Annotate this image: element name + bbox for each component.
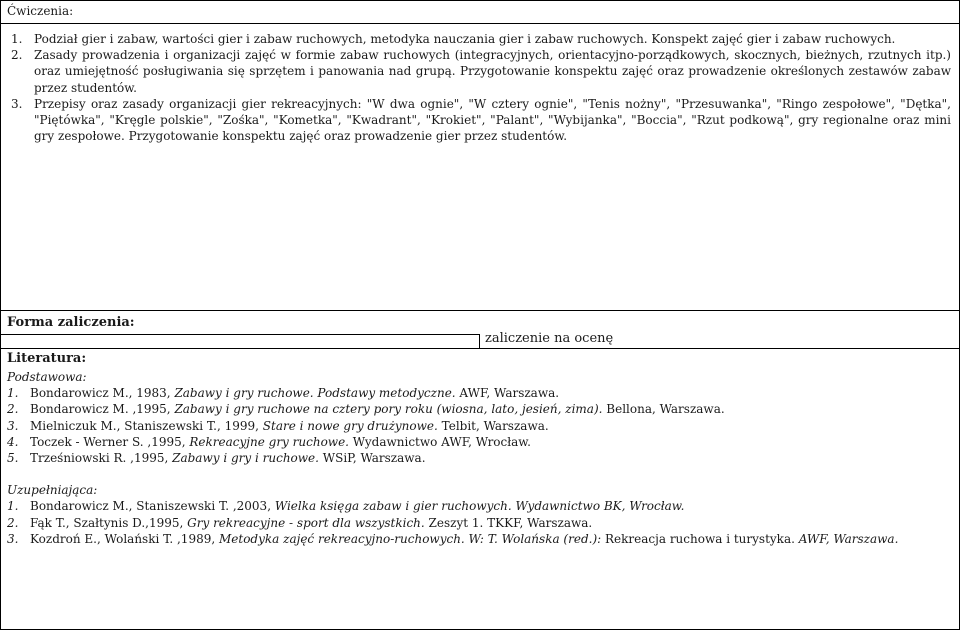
item-number: 2.	[7, 515, 19, 530]
exercise-number: 3.	[11, 96, 23, 111]
supplementary-label: Uzupełniająca:	[7, 483, 98, 498]
literature-title: Literatura:	[7, 351, 87, 366]
exercise-item	[11, 47, 951, 96]
bibliography-item	[7, 385, 947, 401]
item-author: Bondarowicz M., 1983,	[30, 386, 175, 400]
exercise-text: Zasady prowadzenia i organizacji zajęć w formie zabaw ruchowych (integracyjnych, orientacyjno-porządkowych, skocznych, bieżnych, rzutnych itp.) oraz umiejętność posługiwania się sprzętem i panowania nad grupą. Przygotowanie konspektu zajęć oraz prowadzenie określonych zestawów zabaw przez studentów.	[34, 48, 951, 95]
item-publisher: Bellona, Warszawa.	[602, 402, 725, 417]
item-publisher: Zeszyt 1. TKKF, Warszawa.	[424, 515, 593, 530]
divider	[1, 334, 479, 335]
item-author: Bondarowicz M. ,1995,	[30, 402, 175, 417]
item-title: Gry rekreacyjne - sport dla wszystkich.	[187, 515, 425, 530]
exercise-item	[11, 31, 951, 47]
item-title: Metodyka zajęć rekreacyjno-ruchowych. W: T. Wolańska (red.):	[218, 532, 602, 547]
exercise-text: Podział gier i zabaw, wartości gier i zabaw ruchowych, metodyka nauczania gier i zabaw ruchowych. Konspekt zajęć gier i zabaw ruchowych.	[34, 32, 896, 46]
assessment-label: Forma zaliczenia:	[7, 315, 135, 330]
spacer	[7, 466, 947, 482]
item-publisher: Wydawnictwo AWF, Wrocław.	[348, 434, 531, 449]
item-author: Kozdroń E., Wolański T. ,1989,	[30, 532, 219, 547]
item-author: Mielniczuk M., Staniszewski T., 1999,	[30, 418, 263, 433]
exercises-title: Ćwiczenia:	[7, 4, 74, 18]
item-title: Wielka księga zabaw i gier ruchowych. Wydawnictwo BK, Wrocław.	[274, 499, 685, 514]
literature-list	[7, 369, 947, 547]
item-title: Stare i nowe gry drużynowe.	[262, 418, 438, 433]
bibliography-item	[7, 401, 947, 417]
item-publisher: WSiP, Warszawa.	[318, 451, 426, 466]
divider	[1, 310, 959, 311]
exercise-number: 2.	[11, 48, 23, 63]
item-publisher: Telbit, Warszawa.	[437, 418, 549, 433]
exercise-text: Przepisy oraz zasady organizacji gier rekreacyjnych: "W dwa ognie", "W cztery ognie", "Tenis nożny", "Przesuwanka", "Ringo zespołowe", "Dętka", "Piętówka", "Kręgle polskie", "Zośka", "Kometka", "Kwadrant", "Krokiet", "Palant", "Wybijanka", "Boccia", "Rzut podkową", gry regionalne oraz mini gry zespołowe. Przygotowanie konspektu zajęć oraz prowadzenie gier przez studentów.	[34, 96, 951, 144]
item-number: 5.	[7, 451, 19, 466]
item-title: Rekreacyjne gry ruchowe.	[189, 434, 349, 449]
item-author: Bondarowicz M., Staniszewski T. ,2003,	[30, 499, 275, 514]
assessment-value: zaliczenie na ocenę	[485, 331, 614, 346]
bibliography-item	[7, 531, 947, 547]
item-publisher: AWF, Warszawa.	[455, 386, 560, 400]
item-author: Fąk T., Szałtynis D.,1995,	[30, 515, 188, 530]
exercise-number: 1.	[11, 32, 23, 46]
item-number: 3.	[7, 532, 19, 547]
item-title: Zabawy i gry i ruchowe.	[172, 451, 319, 466]
bibliography-item	[7, 434, 947, 450]
divider	[1, 348, 959, 349]
item-title: Zabawy i gry ruchowe. Podstawy metodyczne.	[174, 386, 456, 400]
bibliography-item	[7, 515, 947, 531]
exercises-list	[11, 31, 951, 144]
item-tail: AWF, Warszawa.	[794, 532, 899, 547]
item-author: Trześniowski R. ,1995,	[30, 451, 173, 466]
item-title: Zabawy i gry ruchowe na cztery pory roku (wiosna, lato, jesień, zima).	[174, 402, 603, 417]
item-number: 4.	[7, 434, 19, 449]
item-number: 3.	[7, 418, 19, 433]
bibliography-item	[7, 450, 947, 466]
basic-label: Podstawowa:	[7, 370, 87, 384]
item-number: 2.	[7, 402, 19, 417]
bibliography-item	[7, 418, 947, 434]
divider	[479, 334, 480, 349]
item-author: Toczek - Werner S. ,1995,	[30, 434, 190, 449]
item-publisher: Rekreacja ruchowa i turystyka.	[601, 532, 795, 547]
divider	[1, 23, 959, 24]
exercise-item	[11, 96, 951, 145]
item-number: 1.	[7, 499, 19, 514]
item-number: 1.	[7, 386, 19, 400]
bibliography-item	[7, 498, 947, 514]
